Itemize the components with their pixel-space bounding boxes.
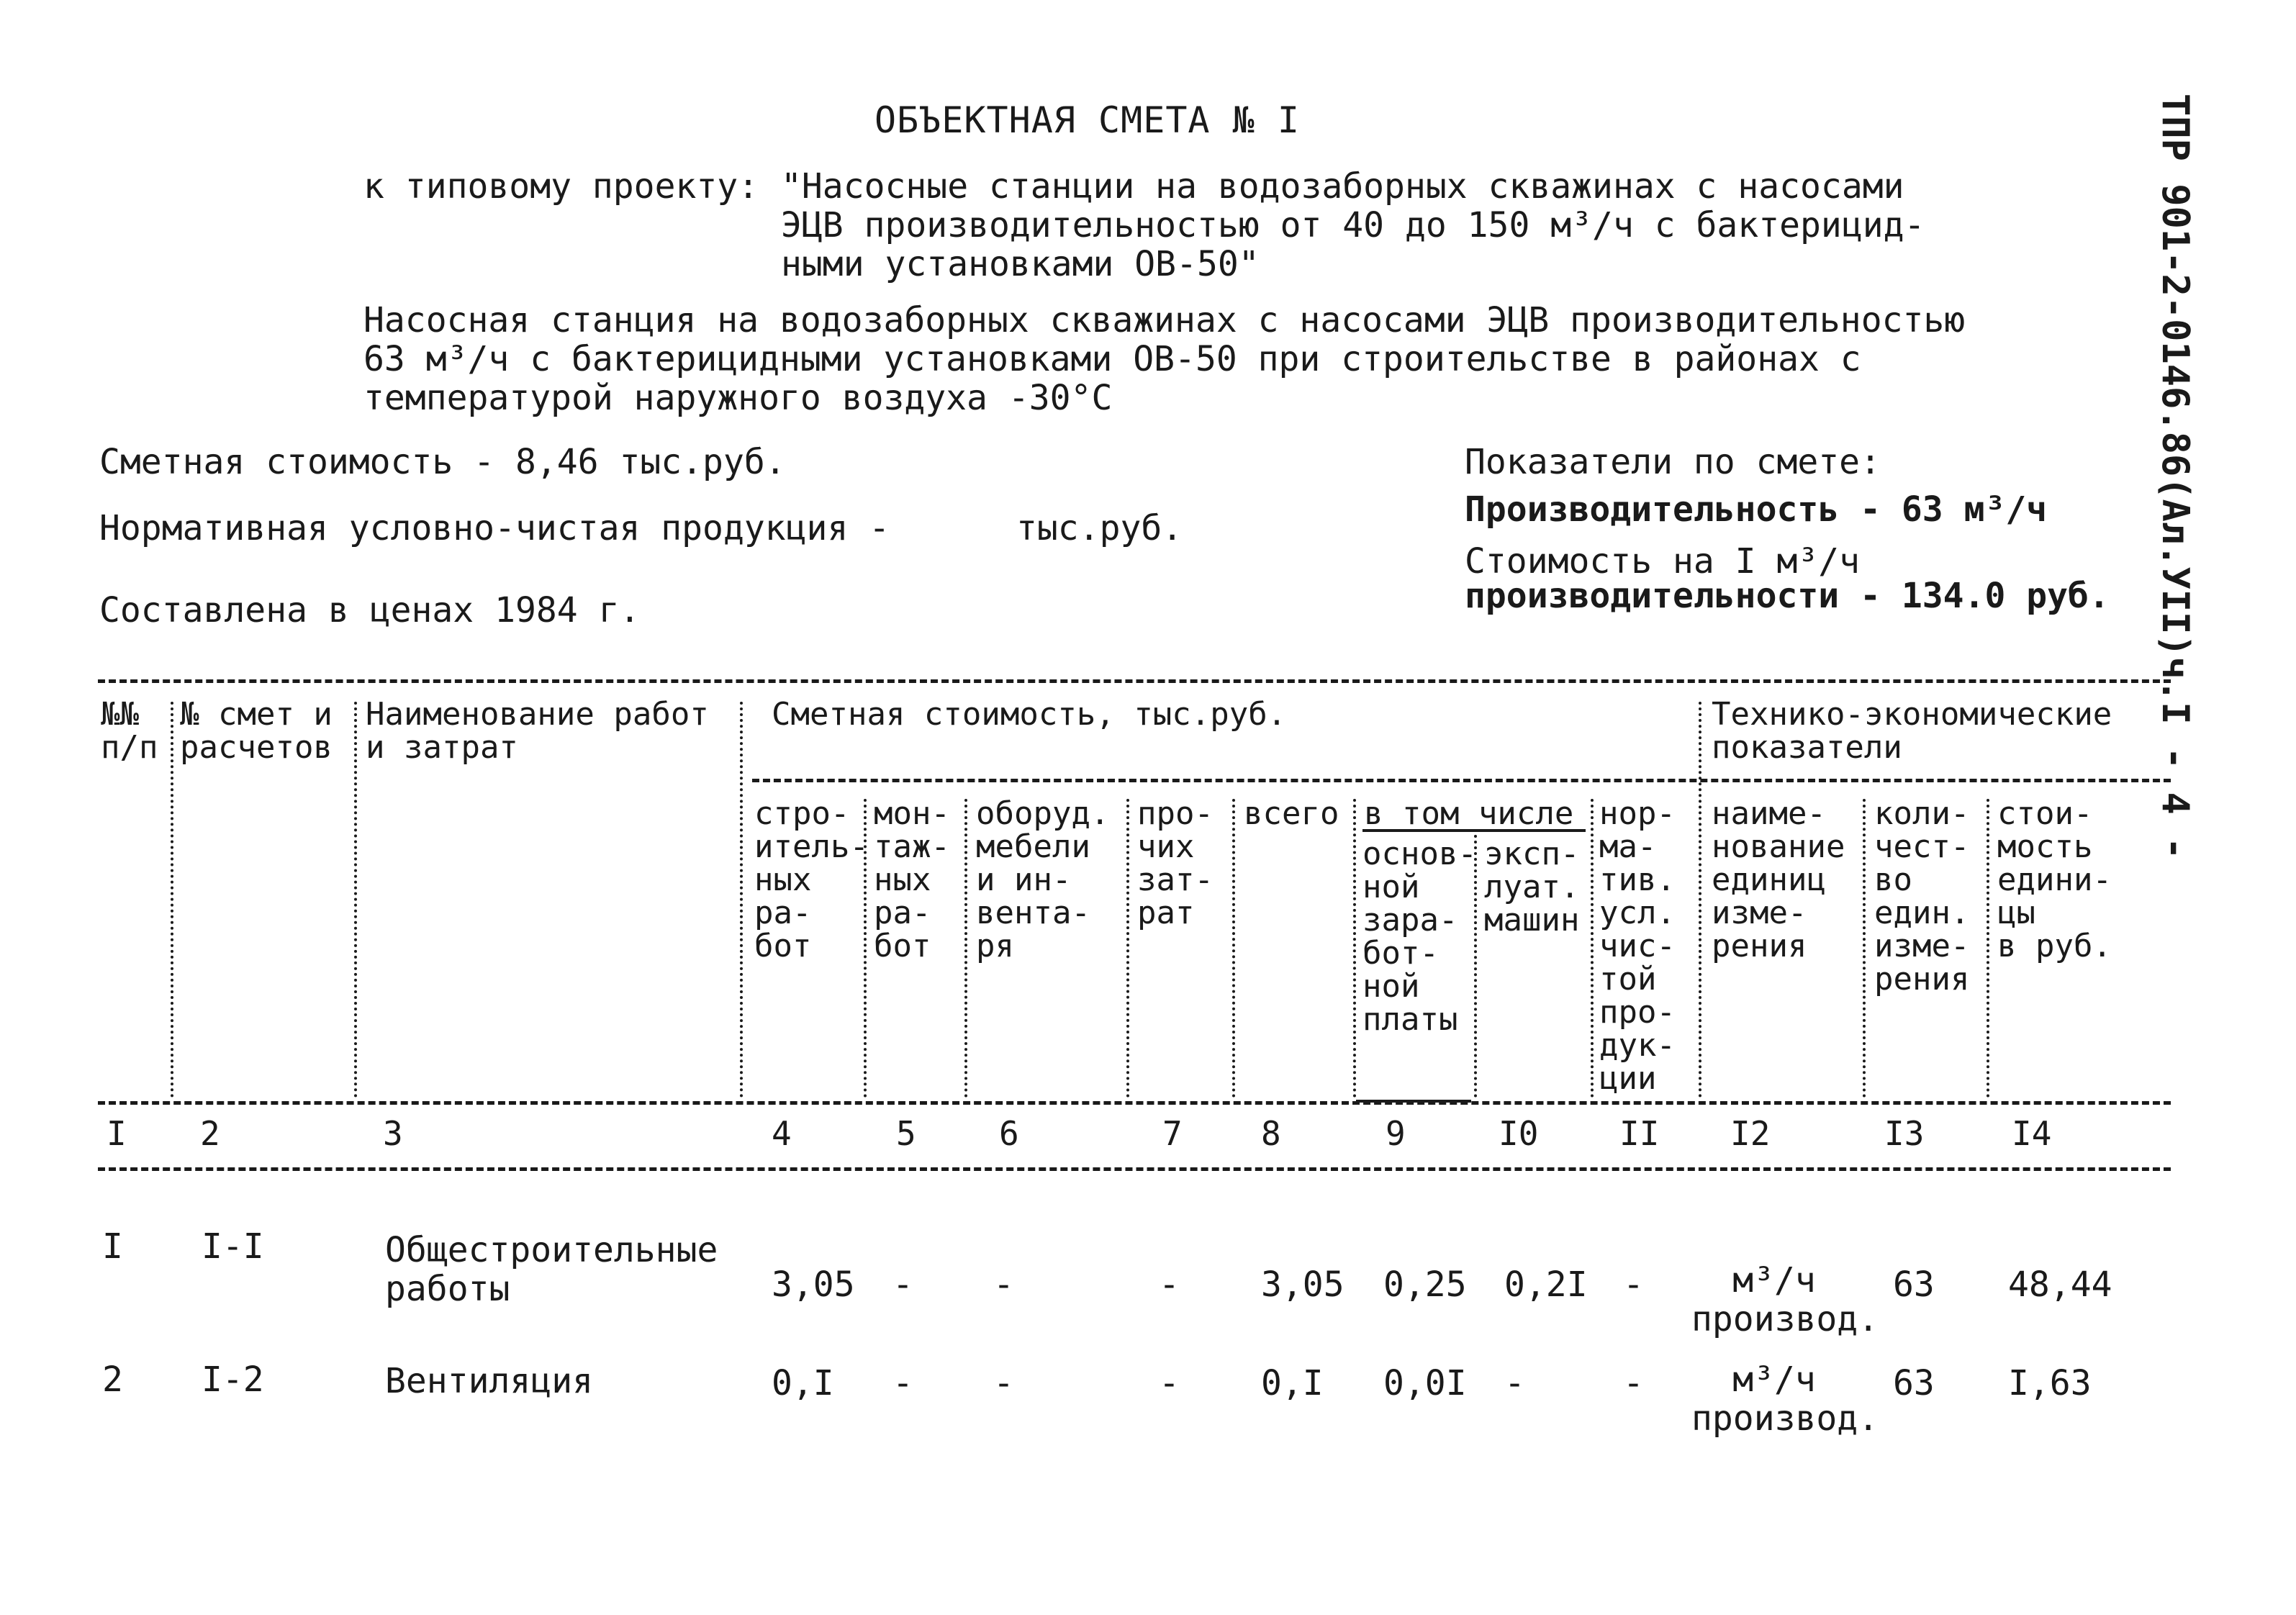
productivity: Производительность - 63 м³/ч: [1465, 489, 2048, 530]
header-col-11: нор- ма- тив. усл. чис- той про- дук- ции: [1599, 795, 1676, 1097]
header-col-7: про- чих зат- рат: [1137, 795, 1213, 931]
header-col-12: наиме- нование единиц изме- рения: [1712, 795, 1845, 964]
column-number: 4: [772, 1114, 792, 1153]
header-col-9: основ- ной зара- бот- ной платы: [1362, 836, 1477, 1038]
cost-per-unit-label: Стоимость на I м³/ч: [1465, 541, 1861, 582]
table-header-bottom-rule: [98, 1101, 2171, 1105]
column-number: 7: [1162, 1114, 1183, 1153]
column-number: 3: [383, 1114, 403, 1153]
incl-bottom-underline: [1356, 1100, 1471, 1103]
col-sep: [1353, 799, 1356, 1098]
col-sep: [1699, 702, 1701, 1098]
header-col-4: стро- итель- ных ра- бот: [754, 795, 869, 964]
cell-unit-quantity: 63: [1893, 1265, 1935, 1305]
cell-unit-name: м³/ч производ.: [1691, 1360, 1879, 1439]
cell-unit-cost: I,63: [2008, 1363, 2092, 1403]
row-code: I-I: [202, 1226, 264, 1267]
table-column-numbers-rule: [98, 1167, 2171, 1171]
col-sep: [964, 799, 967, 1098]
cell-other: -: [1159, 1265, 1180, 1305]
col-sep: [171, 702, 173, 1098]
cell-wages: 0,25: [1383, 1265, 1467, 1305]
column-number: 9: [1386, 1114, 1406, 1153]
col-sep: [354, 702, 357, 1098]
normative-unit: тыс.руб.: [1016, 508, 1183, 548]
cell-equipment: -: [993, 1265, 1014, 1305]
row-number: 2: [102, 1360, 123, 1400]
cell-machines: 0,2I: [1504, 1265, 1588, 1305]
estimated-cost: Сметная стоимость - 8,46 тыс.руб.: [99, 442, 786, 482]
column-number: II: [1619, 1114, 1660, 1153]
cell-installation: -: [892, 1265, 913, 1305]
cell-unit-cost: 48,44: [2008, 1265, 2112, 1305]
project-name: "Насосные станции на водозаборных скважинах с насосами ЭЦВ производительностью от 40 до 150 м³/ч с бактерицид- ными установками ОВ-50": [781, 166, 1925, 284]
station-description: Насосная станция на водозаборных скважинах с насосами ЭЦВ производительностью 63 м³/ч с бактерицидными установками ОВ-50 при строительстве в районах с температурой наружного воздуха -30°С: [363, 300, 1966, 418]
column-number: 8: [1261, 1114, 1281, 1153]
cell-other: -: [1159, 1363, 1180, 1403]
normative-product: Нормативная условно-чистая продукция -: [99, 508, 890, 548]
header-col-5: мон- таж- ных ра- бот: [874, 795, 950, 964]
cell-total: 3,05: [1261, 1265, 1344, 1305]
col-sep: [1987, 799, 1989, 1098]
header-col-2: № смет и расчетов: [180, 696, 333, 766]
header-incl-group: в том числе: [1364, 795, 1574, 832]
cell-unit-quantity: 63: [1893, 1363, 1935, 1403]
cell-total: 0,I: [1261, 1363, 1324, 1403]
column-number: I3: [1884, 1114, 1925, 1153]
document-title: ОБЪЕКТНАЯ СМЕТА № I: [874, 99, 1300, 141]
header-col-13: коли- чест- во един. изме- рения: [1874, 795, 1970, 998]
header-cost-group: Сметная стоимость, тыс.руб.: [772, 696, 1287, 733]
column-number: I: [107, 1114, 127, 1153]
col-sep: [740, 702, 743, 1098]
column-number: I0: [1499, 1114, 1539, 1153]
row-name: Вентиляция: [385, 1361, 593, 1401]
cost-per-unit-value: производительности - 134.0 руб.: [1465, 576, 2110, 616]
cell-installation: -: [892, 1363, 913, 1403]
column-number: 6: [999, 1114, 1019, 1153]
col-sep: [1591, 799, 1594, 1098]
cell-construction: 3,05: [772, 1265, 855, 1305]
table-top-rule: [98, 679, 2171, 683]
header-col-6: оборуд. мебели и ин- вента- ря: [976, 795, 1110, 964]
cell-wages: 0,0I: [1383, 1363, 1467, 1403]
header-col-14: стои- мость едини- цы в руб.: [1997, 795, 2112, 964]
header-col-3: Наименование работ и затрат: [366, 696, 709, 766]
col-sep: [1232, 799, 1235, 1098]
row-name: Общестроительные работы: [385, 1230, 718, 1309]
cell-net-product: -: [1623, 1363, 1644, 1403]
column-number: I2: [1730, 1114, 1771, 1153]
indicators-title: Показатели по смете:: [1465, 442, 1881, 482]
header-col-10: эксп- луат. машин: [1484, 836, 1580, 938]
cell-net-product: -: [1623, 1265, 1644, 1305]
prices-year: Составлена в ценах 1984 г.: [99, 590, 641, 630]
document-code: ТПР 901-2-0146.86(Ал.УII)ч.I - 4 -: [2153, 94, 2197, 860]
cell-construction: 0,I: [772, 1363, 834, 1403]
project-label: к типовому проекту:: [363, 166, 759, 207]
header-col-8: всего: [1244, 795, 1339, 832]
column-number: 5: [896, 1114, 916, 1153]
cell-equipment: -: [993, 1363, 1014, 1403]
col-sep: [1126, 799, 1129, 1098]
header-col-1: №№ п/п: [101, 696, 158, 766]
row-number: I: [102, 1226, 123, 1267]
col-sep: [1863, 799, 1866, 1098]
cell-unit-name: м³/ч производ.: [1691, 1260, 1879, 1339]
column-number: I4: [2012, 1114, 2052, 1153]
row-code: I-2: [202, 1360, 264, 1400]
cell-machines: -: [1504, 1363, 1525, 1403]
header-tech-group: Технико-экономические показатели: [1712, 696, 2112, 766]
table-subheader-rule: [752, 779, 2171, 782]
column-number: 2: [200, 1114, 220, 1153]
